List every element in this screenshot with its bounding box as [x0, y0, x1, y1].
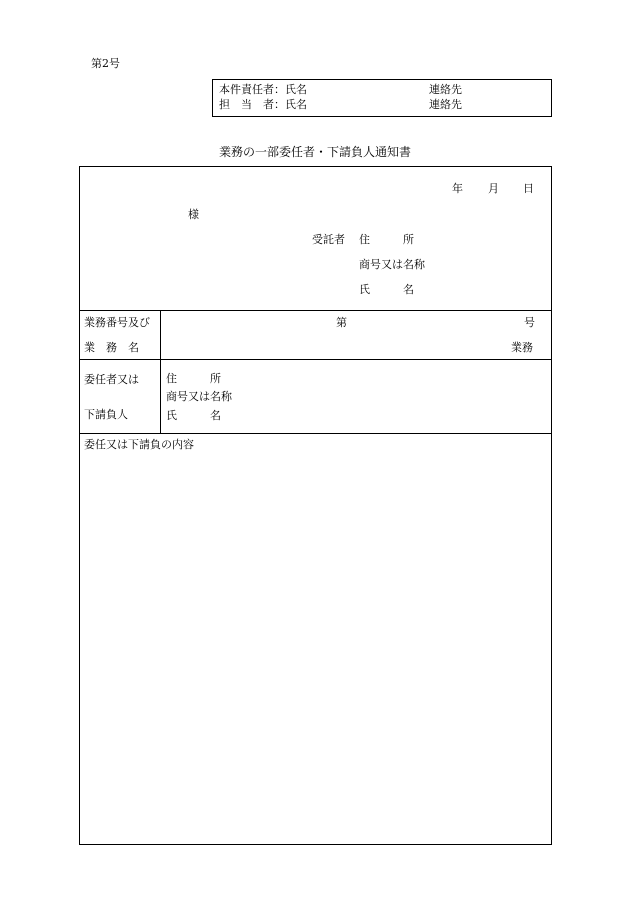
form-number: 第2号: [91, 57, 120, 70]
task-name-suffix: 業務: [511, 341, 533, 354]
trustee-name-label: 氏 名: [359, 283, 414, 296]
document-title: 業務の一部委任者・下請負人通知書: [218, 145, 411, 159]
task-label-line2: 業 務 名: [84, 341, 139, 354]
content-label: 委任又は下請負の内容: [84, 438, 194, 451]
delegate-name-label: 氏 名: [166, 409, 221, 422]
task-number-suffix: 号: [524, 316, 535, 329]
divider-delegate: [79, 433, 552, 434]
delegate-label-line1: 委任者又は: [84, 373, 139, 386]
trustee-address-label: 住 所: [359, 233, 414, 246]
divider-task: [79, 359, 552, 360]
trustee-label: 受託者: [312, 233, 345, 246]
task-number-prefix: 第: [336, 316, 347, 329]
divider-header: [79, 310, 552, 311]
staff-contact-label: 連絡先: [429, 98, 462, 111]
trustee-company-label: 商号又は名称: [359, 258, 425, 271]
delegate-label-line2: 下請負人: [84, 408, 128, 421]
addressee-suffix: 様: [188, 208, 199, 221]
date-year: 年: [452, 182, 463, 195]
staff-person-label: 担 当 者：氏名: [219, 98, 307, 111]
responsible-contact-label: 連絡先: [429, 83, 462, 96]
delegate-company-label: 商号又は名称: [166, 390, 232, 403]
date-month: 月: [488, 182, 499, 195]
date-day: 日: [523, 182, 534, 195]
delegate-address-label: 住 所: [166, 372, 221, 385]
main-form-frame: [79, 166, 552, 845]
task-label-line1: 業務番号及び: [84, 316, 150, 329]
label-column-divider: [160, 310, 161, 433]
responsible-person-label: 本件責任者：氏名: [219, 83, 307, 96]
